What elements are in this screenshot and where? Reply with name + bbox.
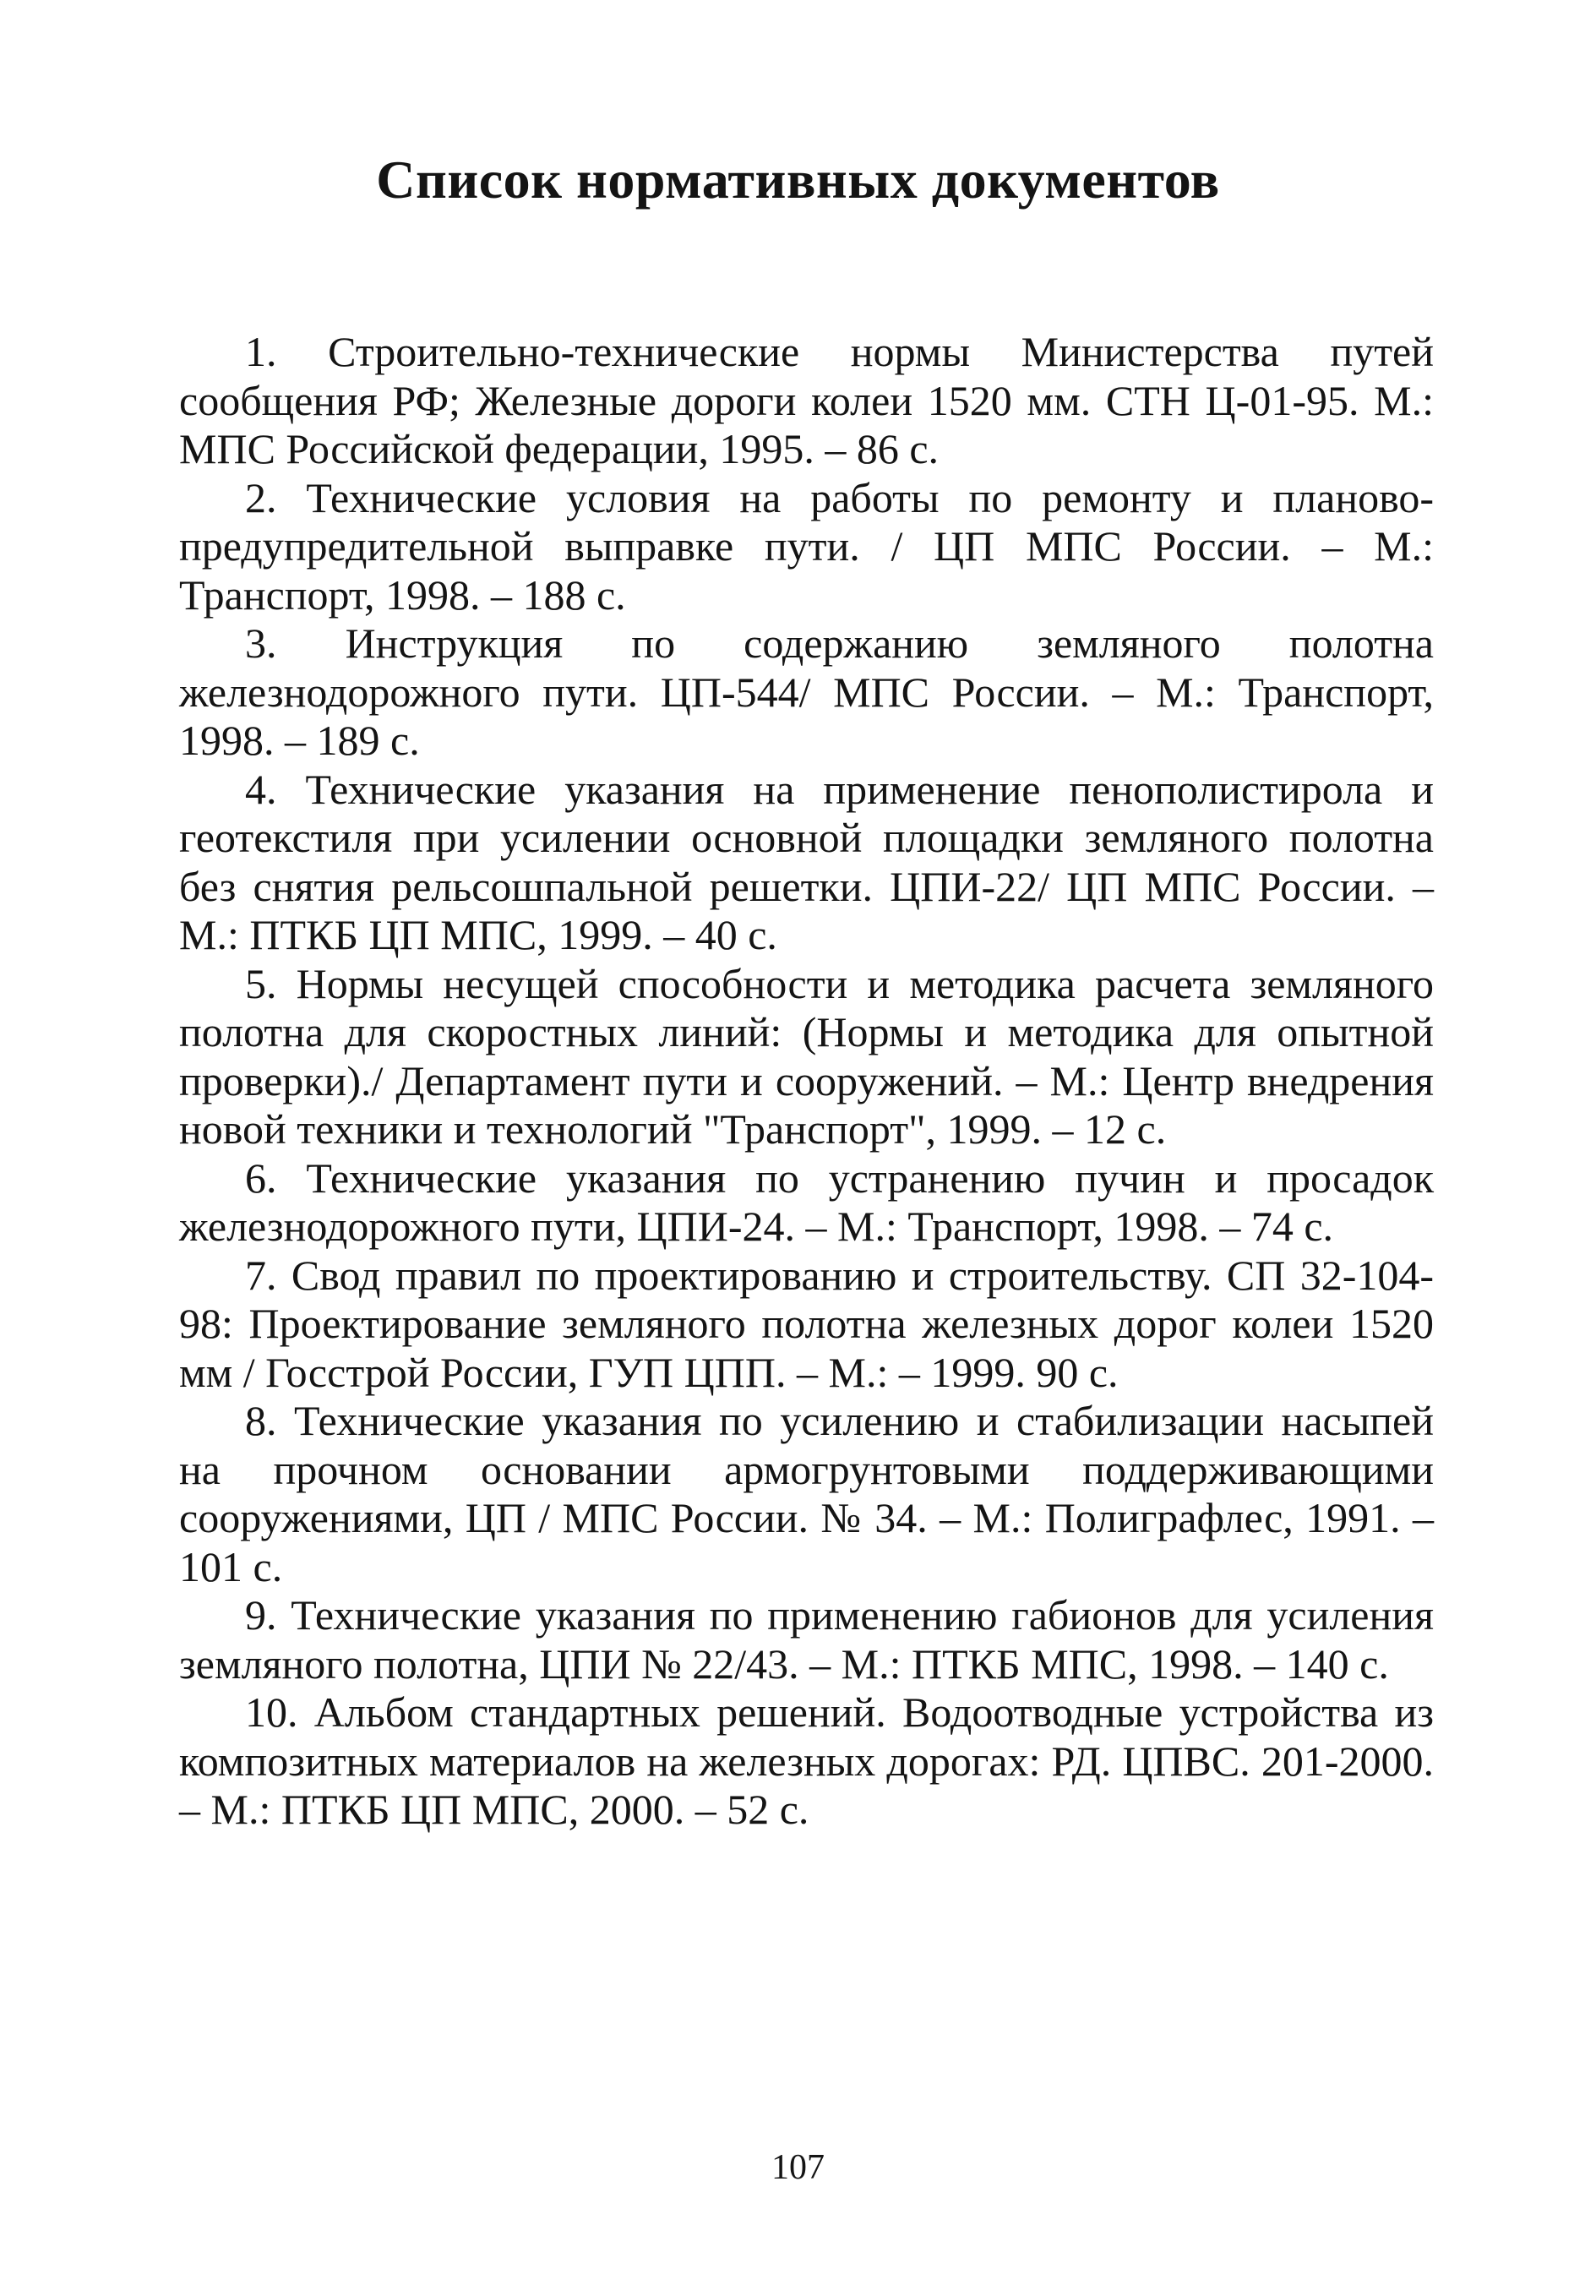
reference-number: 4. xyxy=(245,765,277,813)
reference-item xyxy=(179,960,1434,1154)
reference-number: 6. xyxy=(245,1153,277,1202)
reference-item xyxy=(179,1688,1434,1835)
page-number: 107 xyxy=(771,2148,825,2187)
reference-text: Строительно-технические нормы Министерства путей сообщения РФ; Железные дороги колеи 1520 мм. СТН Ц-01-95. М.: МПС Российской федерации, 1995. – 86 с. xyxy=(179,328,1435,472)
reference-number: 3. xyxy=(245,619,277,667)
reference-number: 2. xyxy=(245,473,277,521)
reference-item xyxy=(179,1252,1434,1398)
reference-item xyxy=(179,619,1434,766)
reference-text: Технические условия на работы по ремонту и планово-предупредительной выправке пути. / ЦП МПС России. – М.: Транспорт, 1998. – 188 с. xyxy=(179,473,1434,619)
reference-item xyxy=(179,474,1434,620)
reference-text: Технические указания на применение пенополистирола и геотекстиля при усилении основной площадки земляного полотна без снятия рельсошпальной решетки. ЦПИ-22/ ЦП МПС России. – М.: ПТКБ ЦП МПС, 1999. – 40 с. xyxy=(179,765,1434,958)
page-title: Список нормативных документов xyxy=(376,149,1220,210)
reference-text: Инструкция по содержанию земляного полотна железнодорожного пути. ЦП-544/ МПС России. – М.: Транспорт, 1998. – 189 с. xyxy=(179,619,1435,764)
reference-item xyxy=(179,1154,1434,1252)
reference-text: Альбом стандартных решений. Водоотводные устройства из композитных материалов на железных дорогах: РД. ЦПВС. 201-2000. – М.: ПТКБ ЦП МПС, 2000. – 52 с. xyxy=(179,1688,1435,1833)
references-list xyxy=(179,328,1434,1835)
reference-number: 5. xyxy=(245,959,277,1007)
reference-number: 7. xyxy=(245,1251,277,1299)
reference-text: Свод правил по проектированию и строительству. СП 32-104-98: Проектирование земляного полотна железных дорог колеи 1520 мм / Госстрой России, ГУП ЦПП. – М.: – 1999. 90 с. xyxy=(179,1251,1434,1396)
reference-text: Технические указания по усилению и стабилизации насыпей на прочном основании армогрунтовыми поддерживающими сооружениями, ЦП / МПС России. № 34. – М.: Полиграфлес, 1991. – 101 с. xyxy=(179,1397,1434,1590)
reference-text: Технические указания по применению габионов для усиления земляного полотна, ЦПИ № 22/43. – М.: ПТКБ МПС, 1998. – 140 с. xyxy=(179,1591,1435,1688)
reference-number: 8. xyxy=(245,1397,277,1444)
reference-text: Технические указания по устранению пучин и просадок железнодорожного пути, ЦПИ-24. – М.: Транспорт, 1998. – 74 с. xyxy=(179,1153,1434,1250)
reference-item xyxy=(179,1397,1434,1591)
reference-item xyxy=(179,766,1434,960)
reference-item xyxy=(179,1591,1434,1688)
reference-text: Нормы несущей способности и методика расчета земляного полотна для скоростных линий: (Нормы и методика для опытной проверки)./ Департамент пути и сооружений. – М.: Центр внедрения новой техники и технологий "Транспорт", 1999. – 12 с. xyxy=(179,959,1435,1153)
reference-number: 1. xyxy=(245,328,277,375)
reference-number: 9. xyxy=(245,1591,277,1639)
reference-number: 10. xyxy=(245,1688,298,1736)
reference-item xyxy=(179,328,1434,474)
